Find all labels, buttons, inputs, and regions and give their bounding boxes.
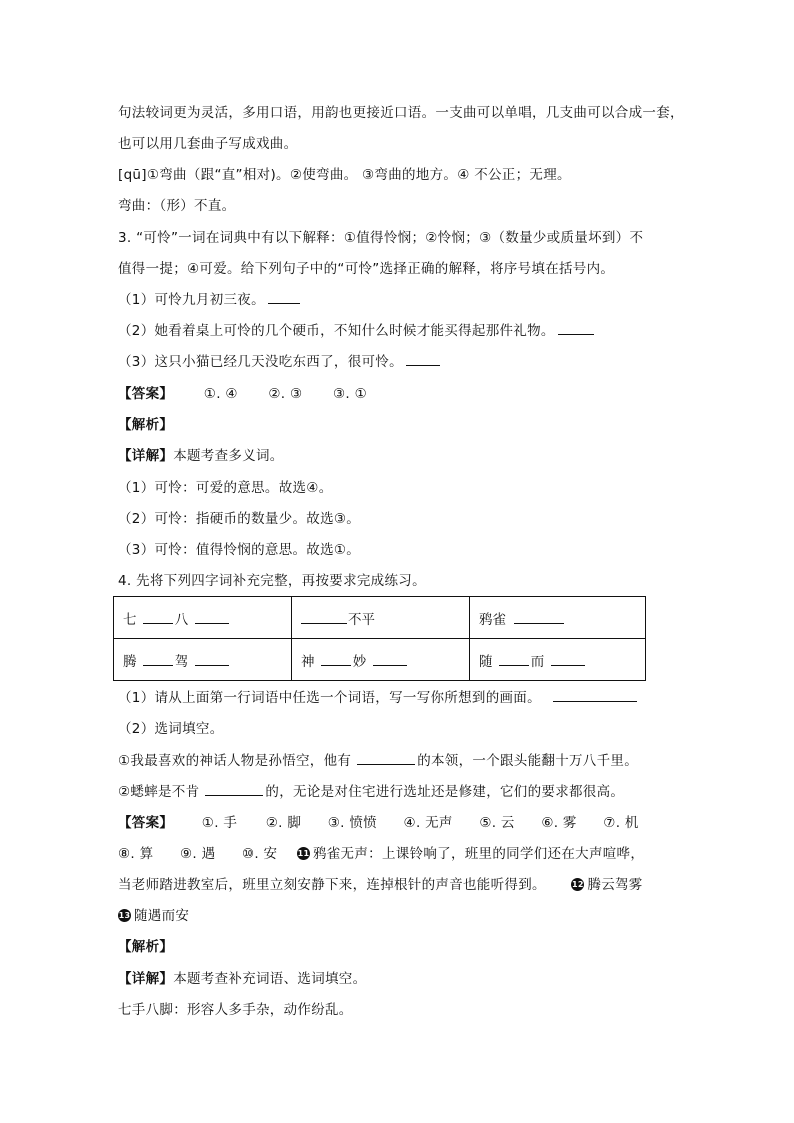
- q4-last-line: 七手八脚：形容人多手杂，动作纷乱。: [118, 1002, 353, 1018]
- intro-line-1: 句法较词更为灵活，多用口语，用韵也更接近口语。一支曲可以单唱，几支曲可以合成一套，: [118, 105, 684, 121]
- q3-item-2: [118, 322, 594, 340]
- qu-definition: [qū]①弯曲（跟“直”相对)。②使弯曲。 ③弯曲的地方。④ 不公正；无理。: [118, 167, 571, 183]
- q4-answer: ④. 无声: [403, 815, 453, 831]
- q4-answer: ⑤. 云: [479, 815, 515, 831]
- circled-number-13: 13: [118, 910, 131, 920]
- q4-answer: ⑥. 雾: [541, 815, 577, 831]
- q3-item-3-text: （3）这只小猫已经几天没吃东西了，很可怜。: [118, 354, 403, 370]
- q4-fill-1-text-b: 的本领，一个跟头能翻十万八千里。: [417, 753, 639, 769]
- q3-answer-1: ①. ④: [203, 386, 238, 402]
- q3-item-1-text: （1）可怜九月初三夜。: [118, 292, 265, 308]
- q4-fill-1-text-a: ①我最喜欢的神话人物是孙悟空，他有: [118, 753, 352, 769]
- idiom-blank[interactable]: [143, 653, 173, 666]
- q4-answer: ③. 愤愤: [327, 815, 377, 831]
- q4-sub-1: [118, 689, 637, 707]
- idiom-char: 腾: [123, 653, 137, 670]
- idiom-char: 驾: [174, 653, 189, 670]
- detail-label: 【详解】: [118, 971, 174, 987]
- answer-blank[interactable]: [357, 752, 415, 765]
- q4-answer-11-cont: 当老师踏进教室后，班里立刻安静下来，连掉根针的声音也能听得到。: [118, 877, 546, 893]
- q4-answer-row-4: [118, 907, 189, 925]
- idiom-cell: [114, 597, 292, 639]
- idiom-cell: [292, 639, 470, 681]
- idiom-blank[interactable]: [321, 653, 351, 666]
- answer-label: 【答案】: [118, 815, 174, 831]
- q4-answer: ⑨. 遇: [179, 846, 216, 862]
- q3-answer-row: [118, 385, 367, 403]
- q4-fill-1: [118, 752, 638, 770]
- q3-stem-2: 值得一提；④可爱。给下列句子中的“可怜”选择正确的解释，将序号填在括号内。: [118, 261, 615, 277]
- idiom-char: 随: [479, 653, 493, 670]
- circled-number-11: 11: [297, 848, 310, 858]
- idiom-blank[interactable]: [195, 611, 229, 624]
- idiom-cell: [292, 597, 470, 639]
- answer-label: 【答案】: [118, 386, 174, 402]
- q4-answer: ⑩. 安: [241, 846, 278, 862]
- q3-explanation-3: （3）可怜：值得怜悯的意思。故选①。: [118, 542, 361, 558]
- q3-answer-3: ③. ①: [332, 386, 367, 402]
- idiom-blank[interactable]: [514, 611, 564, 624]
- q3-answer-2: ②. ③: [268, 386, 303, 402]
- q3-stem-1: 3. “可怜”一词在词典中有以下解释：①值得怜悯；②怜悯；③（数量少或质量坏到）不: [118, 230, 644, 246]
- q3-explanation-2: （2）可怜：指硬币的数量少。故选③。: [118, 511, 361, 527]
- analysis-label: 【解析】: [118, 417, 174, 433]
- idiom-blank[interactable]: [551, 653, 585, 666]
- idiom-cell: [470, 597, 646, 639]
- answer-blank[interactable]: [406, 353, 440, 366]
- wanqu-definition: 弯曲：（形）不直。: [118, 198, 236, 214]
- q4-fill-2-text-a: ②蟋蟀是不肯: [118, 784, 200, 800]
- idiom-blank[interactable]: [195, 653, 229, 666]
- q4-answer: ②. 脚: [265, 815, 302, 831]
- idiom-blank[interactable]: [143, 611, 173, 624]
- intro-line-2: 也可以用几套曲子写成戏曲。: [118, 136, 298, 152]
- q4-fill-2-text-b: 的，无论是对住宅进行选址还是修建，它们的要求都很高。: [265, 784, 625, 800]
- idiom-blank[interactable]: [373, 653, 407, 666]
- idiom-blank[interactable]: [301, 611, 347, 624]
- idiom-char: 妙: [352, 653, 367, 670]
- idiom-text: 鸦雀: [479, 611, 506, 628]
- q4-sub-1-text: （1）请从上面第一行词语中任选一个词语，写一写你所想到的画面。: [118, 690, 541, 706]
- idiom-char: 而: [530, 653, 545, 670]
- idiom-table: [113, 596, 646, 681]
- detail-label: 【详解】: [118, 448, 174, 464]
- q3-detail-text: 本题考查多义词。: [173, 448, 284, 464]
- q4-answer-row-3: [118, 876, 643, 894]
- q4-detail-text: 本题考查补充词语、选词填空。: [173, 971, 367, 987]
- idiom-char: 神: [301, 653, 315, 670]
- answer-blank[interactable]: [205, 783, 263, 796]
- answer-blank[interactable]: [268, 291, 300, 304]
- q4-answer: ①. 手: [201, 815, 238, 831]
- q4-answer-12: 腾云驾雾: [587, 877, 643, 893]
- answer-blank[interactable]: [553, 689, 637, 702]
- q4-answer-row-1: [118, 814, 639, 832]
- q4-sub-2: （2）选词填空。: [118, 721, 224, 737]
- q3-detail: [118, 447, 284, 465]
- q4-stem: 4. 先将下列四字词补充完整，再按要求完成练习。: [118, 573, 426, 589]
- idiom-text: 不平: [348, 611, 375, 628]
- q3-item-1: [118, 291, 300, 309]
- idiom-cell: [114, 639, 292, 681]
- q3-item-3: [118, 353, 440, 371]
- q4-answer: ⑧. 算: [118, 846, 154, 862]
- q4-fill-2: [118, 783, 624, 801]
- idiom-char: 七: [123, 611, 137, 628]
- idiom-cell: [470, 639, 646, 681]
- idiom-blank[interactable]: [499, 653, 529, 666]
- q3-item-2-text: （2）她看着桌上可怜的几个硬币，不知什么时候才能买得起那件礼物。: [118, 323, 555, 339]
- q4-answer-11: 鸦雀无声：上课铃响了，班里的同学们还在大声喧哗，: [312, 846, 645, 862]
- q3-explanation-1: （1）可怜：可爱的意思。故选④。: [118, 480, 333, 496]
- q4-detail: [118, 970, 366, 988]
- analysis-label: 【解析】: [118, 939, 174, 955]
- q4-answer: ⑦. 机: [603, 815, 639, 831]
- q4-answer-13: 随遇而安: [134, 908, 190, 924]
- q4-answer-row-2: [118, 845, 644, 863]
- answer-blank[interactable]: [558, 322, 594, 335]
- idiom-char: 八: [174, 611, 189, 628]
- circled-number-12: 12: [572, 879, 584, 889]
